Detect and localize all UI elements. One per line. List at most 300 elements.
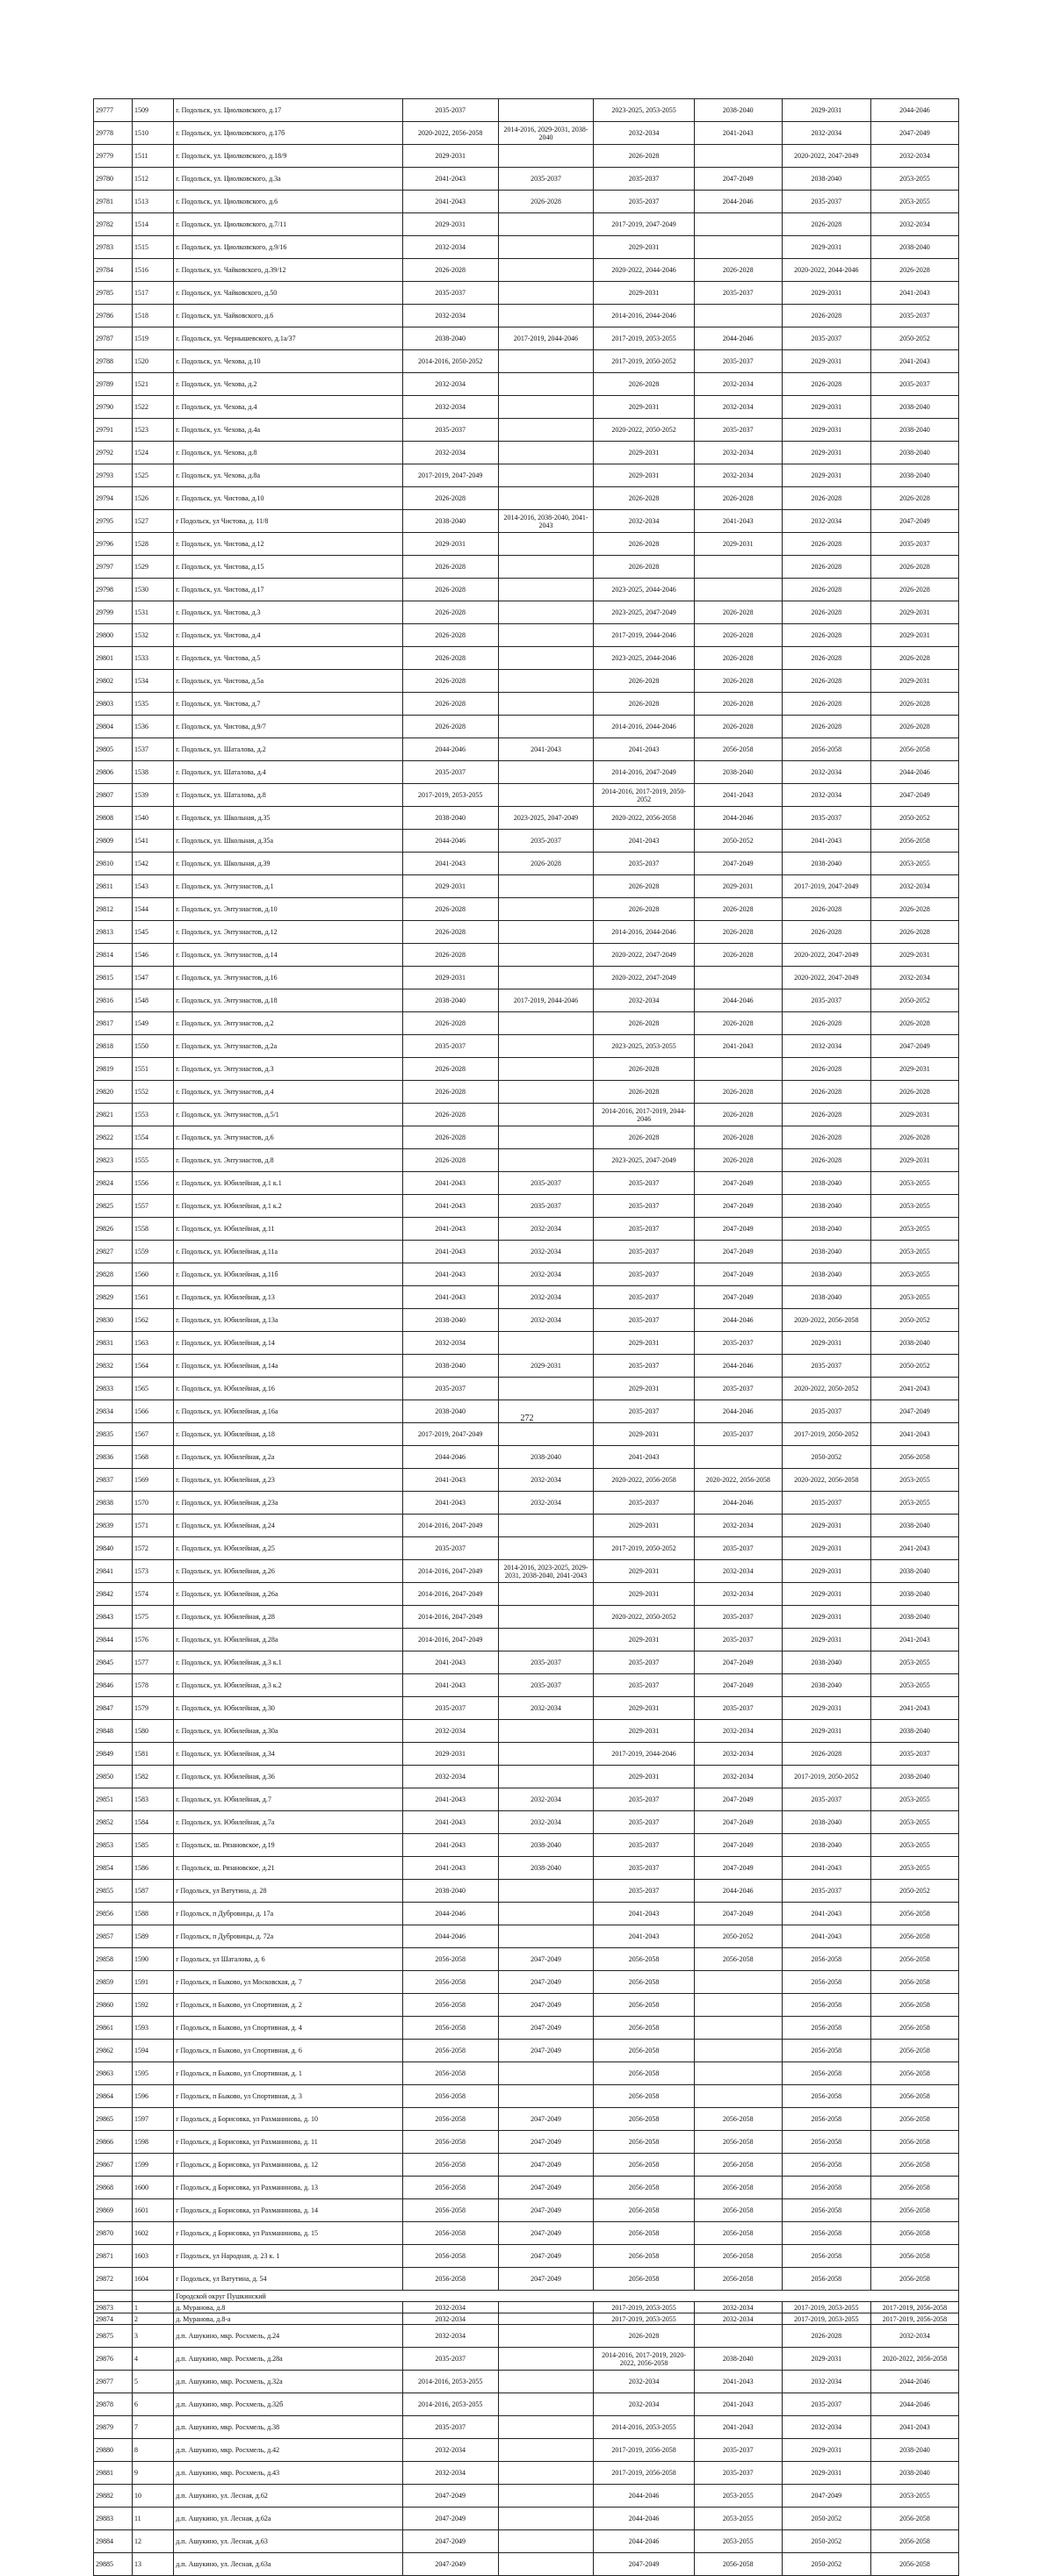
table-cell: 2035-2037 <box>782 1492 870 1515</box>
table-cell: 2020-2022, 2044-2046 <box>594 259 694 282</box>
table-cell <box>498 647 594 670</box>
table-cell: 2032-2034 <box>498 1492 594 1515</box>
table-cell: 2056-2058 <box>402 1971 498 1994</box>
table-row <box>94 967 959 989</box>
table-cell: 5 <box>132 2371 173 2393</box>
table-cell: 2044-2046 <box>594 2508 694 2530</box>
table-cell: д.п. Ашукино, мкр. Росхмель, д.28а <box>174 2348 403 2371</box>
table-cell <box>498 601 594 624</box>
table-cell: 29820 <box>94 1081 133 1104</box>
table-cell: 2056-2058 <box>594 2108 694 2131</box>
table-cell <box>498 579 594 601</box>
table-cell: 2029-2031 <box>594 442 694 464</box>
table-cell: 2038-2040 <box>870 464 958 487</box>
table-cell: 29780 <box>94 168 133 191</box>
table-cell: д.п. Ашукино, мкр. Росхмель, д.32б <box>174 2393 403 2416</box>
table-cell <box>498 1081 594 1104</box>
table-cell: 2047-2049 <box>498 2108 594 2131</box>
table-cell: 2035-2037 <box>594 1400 694 1423</box>
table-cell: 2029-2031 <box>594 1766 694 1788</box>
table-cell: 2026-2028 <box>498 191 594 213</box>
table-cell: г. Подольск, ул. Энтузиастов, д.1 <box>174 875 403 898</box>
table-cell: 2044-2046 <box>694 1880 782 1903</box>
table-cell: 2026-2028 <box>870 898 958 921</box>
table-cell: 2053-2055 <box>694 2485 782 2508</box>
table-cell: 2056-2058 <box>870 1971 958 1994</box>
table-cell: 29860 <box>94 1994 133 2017</box>
table-row <box>94 1515 959 1537</box>
table-cell: 2026-2028 <box>694 693 782 716</box>
table-row <box>94 1332 959 1355</box>
table-cell: г. Подольск, ул. Юбилейная, д.1 к.2 <box>174 1195 403 1218</box>
table-cell: 2029-2031 <box>402 533 498 556</box>
table-cell: 29835 <box>94 1423 133 1446</box>
table-cell: 2038-2040 <box>870 1583 958 1606</box>
table-row <box>94 1104 959 1126</box>
table-cell: г. Подольск, ул. Юбилейная, д.23а <box>174 1492 403 1515</box>
table-cell: 2050-2052 <box>870 1309 958 1332</box>
table-cell: 1552 <box>132 1081 173 1104</box>
table-cell: г. Подольск, ул. Юбилейная, д.28а <box>174 1629 403 1651</box>
table-cell <box>498 2302 594 2313</box>
table-cell: 2032-2034 <box>402 2462 498 2485</box>
table-cell: г. Подольск, ул. Шаталова, д.8 <box>174 784 403 807</box>
table-cell: 2056-2058 <box>694 2553 782 2576</box>
table-cell <box>498 2062 594 2085</box>
table-cell: 29831 <box>94 1332 133 1355</box>
table-cell: 1 <box>132 2302 173 2313</box>
table-cell: 1595 <box>132 2062 173 2085</box>
table-cell <box>498 2462 594 2485</box>
table-cell: 1593 <box>132 2017 173 2040</box>
table-cell: 2038-2040 <box>694 99 782 122</box>
table-cell: 2023-2025, 2053-2055 <box>594 1035 694 1058</box>
table-cell: 2041-2043 <box>870 282 958 305</box>
table-cell: 1574 <box>132 1583 173 1606</box>
table-cell: 2026-2028 <box>782 579 870 601</box>
table-cell: 29862 <box>94 2040 133 2062</box>
table-cell: 2023-2025, 2044-2046 <box>594 647 694 670</box>
table-cell: 2056-2058 <box>694 2177 782 2199</box>
table-cell: 2020-2022, 2047-2049 <box>782 145 870 168</box>
table-cell: 2047-2049 <box>498 2017 594 2040</box>
table-cell: 2029-2031 <box>782 99 870 122</box>
table-row <box>94 2371 959 2393</box>
table-cell: 2032-2034 <box>782 761 870 784</box>
table-cell <box>498 2393 594 2416</box>
table-cell: 2017-2019, 2056-2058 <box>870 2313 958 2325</box>
table-cell: 2035-2037 <box>870 305 958 327</box>
table-cell: 2026-2028 <box>594 556 694 579</box>
table-cell: 2038-2040 <box>498 1857 594 1880</box>
table-cell: 2056-2058 <box>870 2108 958 2131</box>
table-cell: 6 <box>132 2393 173 2416</box>
table-cell: г. Подольск, ул. Юбилейная, д.18 <box>174 1423 403 1446</box>
table-cell: 29850 <box>94 1766 133 1788</box>
table-cell: 29870 <box>94 2222 133 2245</box>
table-cell: 29881 <box>94 2462 133 2485</box>
table-cell <box>498 442 594 464</box>
table-cell: 2056-2058 <box>870 2177 958 2199</box>
table-cell: 2038-2040 <box>870 1515 958 1537</box>
table-cell <box>498 1149 594 1172</box>
table-cell: 9 <box>132 2462 173 2485</box>
table-cell: 29815 <box>94 967 133 989</box>
table-cell: 2056-2058 <box>594 2131 694 2154</box>
table-cell: 2056-2058 <box>594 2017 694 2040</box>
table-cell: 1551 <box>132 1058 173 1081</box>
table-cell <box>498 533 594 556</box>
table-cell: 2056-2058 <box>870 2530 958 2553</box>
table-cell: 1579 <box>132 1697 173 1720</box>
table-cell: 1519 <box>132 327 173 350</box>
table-cell: 2056-2058 <box>402 2222 498 2245</box>
table-cell: г. Подольск, ул. Энтузиастов, д.2а <box>174 1035 403 1058</box>
table-row <box>94 487 959 510</box>
table-cell: г. Подольск, ул. Юбилейная, д.7а <box>174 1811 403 1834</box>
table-cell: 29824 <box>94 1172 133 1195</box>
table-cell: 1597 <box>132 2108 173 2131</box>
table-row <box>94 2131 959 2154</box>
table-cell: 2014-2016, 2044-2046 <box>594 921 694 944</box>
table-cell: 29879 <box>94 2416 133 2439</box>
table-cell: 2032-2034 <box>694 1515 782 1537</box>
table-cell: 2053-2055 <box>870 1172 958 1195</box>
table-cell: 2026-2028 <box>402 1149 498 1172</box>
table-cell: г. Подольск, ул. Чайковского, д.39/12 <box>174 259 403 282</box>
table-cell: 1531 <box>132 601 173 624</box>
table-cell: г Подольск, п Быково, ул Спортивная, д. 3 <box>174 2085 403 2108</box>
table-row <box>94 2439 959 2462</box>
table-cell: 2026-2028 <box>694 1149 782 1172</box>
table-cell: 2026-2028 <box>402 1012 498 1035</box>
table-cell: 2041-2043 <box>694 784 782 807</box>
table-row <box>94 2199 959 2222</box>
table-cell: 2032-2034 <box>594 2393 694 2416</box>
table-row <box>94 533 959 556</box>
table-cell: 2035-2037 <box>694 1629 782 1651</box>
table-cell: 2041-2043 <box>402 1263 498 1286</box>
table-cell: 2047-2049 <box>498 2131 594 2154</box>
table-cell: г. Подольск, ул. Чистова, д.4 <box>174 624 403 647</box>
table-cell <box>498 921 594 944</box>
table-cell: г. Подольск, ул. Чехова, д.4а <box>174 419 403 442</box>
table-row <box>94 1423 959 1446</box>
table-cell <box>694 1994 782 2017</box>
table-cell: 29859 <box>94 1971 133 1994</box>
table-cell: 1603 <box>132 2245 173 2268</box>
table-cell: 2032-2034 <box>870 213 958 236</box>
table-cell: 2041-2043 <box>402 1286 498 1309</box>
table-cell: 2014-2016, 2053-2055 <box>402 2371 498 2393</box>
table-cell: 2056-2058 <box>870 2154 958 2177</box>
table-cell <box>694 1058 782 1081</box>
table-row <box>94 853 959 875</box>
table-cell: 2032-2034 <box>694 2302 782 2313</box>
table-cell: 2056-2058 <box>782 2245 870 2268</box>
table-cell <box>498 282 594 305</box>
table-cell: 2047-2049 <box>498 2177 594 2199</box>
table-cell: 2032-2034 <box>782 784 870 807</box>
table-cell: 2041-2043 <box>782 1903 870 1925</box>
table-cell <box>498 2313 594 2325</box>
table-cell: 2026-2028 <box>870 716 958 738</box>
table-cell: 2026-2028 <box>694 1012 782 1035</box>
table-cell: 29856 <box>94 1903 133 1925</box>
table-row <box>94 693 959 716</box>
table-cell: 10 <box>132 2485 173 2508</box>
table-cell: 2014-2016, 2023-2025, 2029-2031, 2038-2040, 2041-2043 <box>498 1560 594 1583</box>
table-cell: 1528 <box>132 533 173 556</box>
table-cell: 29846 <box>94 1674 133 1697</box>
table-cell: 2056-2058 <box>870 1903 958 1925</box>
table-cell: 29857 <box>94 1925 133 1948</box>
table-cell: 29805 <box>94 738 133 761</box>
table-cell: 29788 <box>94 350 133 373</box>
table-cell: 29800 <box>94 624 133 647</box>
table-cell: 29867 <box>94 2154 133 2177</box>
table-cell: 29806 <box>94 761 133 784</box>
table-cell: 2014-2016, 2053-2055 <box>402 2393 498 2416</box>
table-row <box>94 670 959 693</box>
table-cell: 2038-2040 <box>694 761 782 784</box>
table-cell: 2017-2019, 2050-2052 <box>782 1423 870 1446</box>
table-cell: 2053-2055 <box>870 1674 958 1697</box>
table-cell: 2026-2028 <box>782 898 870 921</box>
table-cell: 2032-2034 <box>694 442 782 464</box>
table-cell: 2047-2049 <box>402 2553 498 2576</box>
table-row <box>94 510 959 533</box>
table-cell: 2029-2031 <box>402 967 498 989</box>
table-cell: 2041-2043 <box>402 1834 498 1857</box>
table-cell: г. Подольск, ул. Чайковского, д.6 <box>174 305 403 327</box>
table-cell: 1561 <box>132 1286 173 1309</box>
table-cell: 2026-2028 <box>694 716 782 738</box>
table-cell: 2026-2028 <box>594 1081 694 1104</box>
table-cell: 2026-2028 <box>782 487 870 510</box>
table-cell: г. Подольск, ул. Энтузиастов, д.6 <box>174 1126 403 1149</box>
table-cell: 29823 <box>94 1149 133 1172</box>
table-cell: 2026-2028 <box>402 670 498 693</box>
table-cell: 1549 <box>132 1012 173 1035</box>
table-cell: 2032-2034 <box>498 1811 594 1834</box>
table-cell: 2044-2046 <box>402 1903 498 1925</box>
table-cell: 2056-2058 <box>870 2222 958 2245</box>
table-row <box>94 2313 959 2325</box>
table-cell: 2023-2025, 2047-2049 <box>594 601 694 624</box>
table-cell: 2029-2031 <box>782 464 870 487</box>
table-row <box>94 2325 959 2348</box>
table-cell: 2041-2043 <box>782 1925 870 1948</box>
table-row <box>94 2302 959 2313</box>
table-cell: 2044-2046 <box>694 1355 782 1378</box>
table-cell: 2026-2028 <box>594 670 694 693</box>
table-cell: 2041-2043 <box>694 510 782 533</box>
table-cell: г Подольск, п Дубровицы, д. 17а <box>174 1903 403 1925</box>
table-cell: 2020-2022, 2047-2049 <box>782 967 870 989</box>
table-cell: 1548 <box>132 989 173 1012</box>
table-cell: 2041-2043 <box>594 738 694 761</box>
table-row <box>94 1583 959 1606</box>
table-cell: 2026-2028 <box>402 693 498 716</box>
table-cell: 29817 <box>94 1012 133 1035</box>
table-cell: 2056-2058 <box>402 2245 498 2268</box>
table-cell: 2047-2049 <box>694 1241 782 1263</box>
table-cell: 2026-2028 <box>402 1126 498 1149</box>
table-cell: 2056-2058 <box>594 2268 694 2291</box>
table-row <box>94 2416 959 2439</box>
table-cell: 2056-2058 <box>870 1446 958 1469</box>
table-cell: г. Подольск, ул. Юбилейная, д.13 <box>174 1286 403 1309</box>
table-cell: 1518 <box>132 305 173 327</box>
table-cell: 2035-2037 <box>594 1788 694 1811</box>
table-cell: 29883 <box>94 2508 133 2530</box>
table-cell: 2041-2043 <box>402 1218 498 1241</box>
table-row <box>94 99 959 122</box>
table-cell: 2035-2037 <box>402 1697 498 1720</box>
table-cell: 2041-2043 <box>402 1811 498 1834</box>
table-cell: 2044-2046 <box>594 2485 694 2508</box>
table-cell: 29814 <box>94 944 133 967</box>
table-cell: 2047-2049 <box>694 1195 782 1218</box>
table-cell: 1576 <box>132 1629 173 1651</box>
table-cell: 2026-2028 <box>782 1058 870 1081</box>
table-cell: 2056-2058 <box>402 2131 498 2154</box>
table-cell: д.п. Ашукино, ул. Лесная, д.63 <box>174 2530 403 2553</box>
table-cell: 2035-2037 <box>402 419 498 442</box>
table-cell: 29796 <box>94 533 133 556</box>
table-row <box>94 1126 959 1149</box>
table-cell: 1585 <box>132 1834 173 1857</box>
table-cell: 2032-2034 <box>694 2313 782 2325</box>
table-cell: 2035-2037 <box>594 1880 694 1903</box>
table-cell: 2047-2049 <box>498 2268 594 2291</box>
table-row <box>94 944 959 967</box>
table-cell: 2032-2034 <box>498 1263 594 1286</box>
table-cell: 8 <box>132 2439 173 2462</box>
table-cell <box>498 1583 594 1606</box>
table-cell: 2029-2031 <box>782 1720 870 1743</box>
table-row <box>94 647 959 670</box>
table-cell: г Подольск, д Борисовка, ул Рахманинова, д. 14 <box>174 2199 403 2222</box>
table-cell: 2047-2049 <box>694 1286 782 1309</box>
table-cell <box>498 373 594 396</box>
table-cell: 1596 <box>132 2085 173 2108</box>
table-cell: 2017-2019, 2053-2055 <box>402 784 498 807</box>
table-cell: 29833 <box>94 1378 133 1400</box>
table-cell: 2026-2028 <box>594 2325 694 2348</box>
table-cell: 2020-2022, 2056-2058 <box>694 1469 782 1492</box>
table-cell: 1517 <box>132 282 173 305</box>
table-cell: 1514 <box>132 213 173 236</box>
table-cell: 2029-2031 <box>782 1560 870 1583</box>
table-cell: 1584 <box>132 1811 173 1834</box>
table-cell: 2017-2019, 2050-2052 <box>594 1537 694 1560</box>
table-cell: 2014-2016, 2044-2046 <box>594 716 694 738</box>
table-cell <box>498 944 594 967</box>
table-cell: 2014-2016, 2047-2049 <box>594 761 694 784</box>
table-cell: 2035-2037 <box>782 1880 870 1903</box>
table-cell: д.п. Ашукино, мкр. Росхмель, д.24 <box>174 2325 403 2348</box>
table-cell: 2017-2019, 2056-2058 <box>594 2439 694 2462</box>
table-cell: 2026-2028 <box>782 1104 870 1126</box>
table-cell: 2032-2034 <box>870 145 958 168</box>
table-cell: г Подольск, д Борисовка, ул Рахманинова, д. 13 <box>174 2177 403 2199</box>
table-cell: 2050-2052 <box>870 807 958 830</box>
table-cell: 29830 <box>94 1309 133 1332</box>
table-cell: 2026-2028 <box>782 1743 870 1766</box>
table-cell: 2035-2037 <box>594 1218 694 1241</box>
table-cell: 29777 <box>94 99 133 122</box>
table-row <box>94 1743 959 1766</box>
table-cell: 2056-2058 <box>402 2108 498 2131</box>
table-cell: 2014-2016, 2017-2019, 2044-2046 <box>594 1104 694 1126</box>
table-cell: 1554 <box>132 1126 173 1149</box>
table-cell: 2041-2043 <box>402 1492 498 1515</box>
table-cell: 2038-2040 <box>782 1651 870 1674</box>
table-cell: г. Подольск, ул. Чехова, д.8а <box>174 464 403 487</box>
table-cell: 2056-2058 <box>870 2245 958 2268</box>
table-cell: 2029-2031 <box>782 236 870 259</box>
table-cell: 1546 <box>132 944 173 967</box>
table-cell: 29844 <box>94 1629 133 1651</box>
table-row <box>94 259 959 282</box>
table-cell: 29808 <box>94 807 133 830</box>
table-cell <box>694 305 782 327</box>
table-cell: г. Подольск, ул. Чистова, д.5 <box>174 647 403 670</box>
table-cell: 2038-2040 <box>870 1720 958 1743</box>
table-cell: г. Подольск, ул. Юбилейная, д.7 <box>174 1788 403 1811</box>
table-row <box>94 2553 959 2576</box>
table-row <box>94 624 959 647</box>
table-cell: 2026-2028 <box>870 693 958 716</box>
table-cell: 2032-2034 <box>402 2313 498 2325</box>
table-cell: 29795 <box>94 510 133 533</box>
table-cell: 2053-2055 <box>870 168 958 191</box>
table-cell: г. Подольск, ул. Циолковского, д.17 <box>174 99 403 122</box>
table-cell: 2032-2034 <box>402 1720 498 1743</box>
table-cell: 2026-2028 <box>594 1058 694 1081</box>
table-cell: 29884 <box>94 2530 133 2553</box>
table-cell: 2017-2019, 2053-2055 <box>782 2302 870 2313</box>
table-cell: 29882 <box>94 2485 133 2508</box>
table-cell: 2050-2052 <box>782 2530 870 2553</box>
table-row <box>94 2245 959 2268</box>
table-cell: г. Подольск, ул. Чернышевского, д.1а/37 <box>174 327 403 350</box>
table-cell: 2029-2031 <box>870 944 958 967</box>
table-cell: 2017-2019, 2047-2049 <box>402 464 498 487</box>
table-cell: 2032-2034 <box>402 396 498 419</box>
table-cell: 2038-2040 <box>870 1560 958 1583</box>
table-cell <box>694 145 782 168</box>
table-cell: 1527 <box>132 510 173 533</box>
table-cell: 2056-2058 <box>594 2177 694 2199</box>
table-cell <box>498 464 594 487</box>
table-cell: 2035-2037 <box>498 830 594 853</box>
table-row <box>94 1286 959 1309</box>
table-cell: 1600 <box>132 2177 173 2199</box>
table-row <box>94 875 959 898</box>
table-cell: 2056-2058 <box>782 2222 870 2245</box>
table-row <box>94 1446 959 1469</box>
table-cell: 2056-2058 <box>782 1994 870 2017</box>
table-cell: г. Подольск, ул. Чехова, д.2 <box>174 373 403 396</box>
table-cell: 2038-2040 <box>870 419 958 442</box>
table-cell: 29807 <box>94 784 133 807</box>
table-cell: 2041-2043 <box>870 350 958 373</box>
table-row <box>94 784 959 807</box>
table-cell: 2053-2055 <box>870 1469 958 1492</box>
